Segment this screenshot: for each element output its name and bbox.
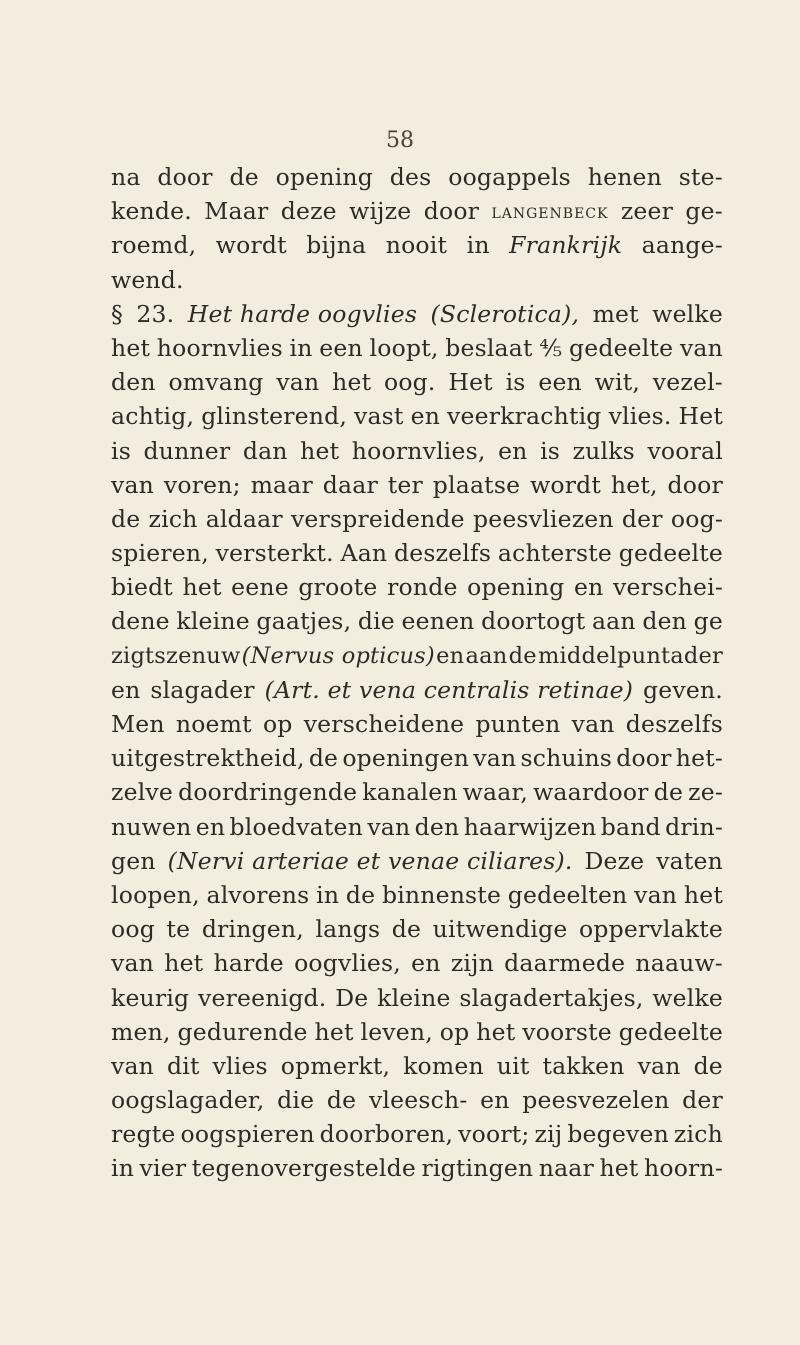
text-line [111, 1117, 723, 1151]
word: Men [111, 710, 165, 738]
page-number: 58 [386, 128, 414, 153]
word: oog. [383, 368, 436, 397]
word: het [111, 333, 151, 362]
text-line [111, 399, 723, 433]
word: de [111, 504, 141, 533]
word: dunner [143, 436, 231, 465]
word: slagader [150, 675, 255, 704]
word: langs [315, 915, 381, 944]
word: hoornvlies, [351, 436, 486, 465]
word: in [289, 333, 313, 362]
word: en [498, 436, 528, 465]
word: oppervlakte [578, 915, 723, 944]
word: biedt [111, 573, 173, 602]
word: de [653, 778, 684, 807]
word: en [410, 402, 441, 431]
word: den [414, 812, 460, 841]
word: met [592, 299, 639, 328]
word: voren; [163, 470, 241, 499]
word: van [637, 1051, 681, 1080]
word: men, [111, 1017, 171, 1046]
word: is [540, 436, 561, 465]
word: vezel- [652, 368, 723, 397]
word: 23. [136, 299, 175, 328]
text-line [111, 741, 723, 775]
word: dan [242, 436, 288, 465]
word: gedeelte [618, 1017, 723, 1046]
word: vier [139, 1154, 187, 1183]
word: loopen, [111, 880, 200, 909]
text-line [111, 810, 723, 844]
text-line [111, 536, 723, 570]
word: Aan [340, 539, 388, 568]
word: rigtingen [421, 1154, 534, 1183]
word: ronde [387, 573, 458, 602]
word: haarwijzen [463, 812, 597, 841]
word: deze [280, 197, 337, 226]
word: beslaat [445, 333, 533, 362]
word: dit [166, 1051, 200, 1080]
word: Maar [204, 197, 269, 226]
word: de [508, 642, 537, 669]
word: hoorn- [644, 1154, 723, 1183]
word: van [367, 812, 411, 841]
word: die [357, 607, 395, 636]
word: omvang [168, 368, 264, 397]
word: keurig [111, 983, 190, 1012]
text-line [111, 570, 723, 604]
word: oog- [670, 504, 723, 533]
word: daar [322, 470, 378, 499]
text-line [111, 297, 723, 331]
word: oogappels [448, 163, 571, 191]
word: door [157, 163, 213, 191]
word: den [642, 607, 688, 636]
word: verscheidene [303, 710, 465, 738]
word: band [600, 812, 661, 841]
word: Het harde oogvlies [187, 299, 418, 328]
text-line [111, 844, 723, 878]
word: aange- [641, 231, 723, 260]
word: de [345, 880, 376, 909]
word: van [634, 880, 678, 909]
text-line [111, 331, 723, 365]
word: wordt [215, 231, 287, 260]
word: (Nervi arteriae et venae ciliares). [167, 846, 573, 875]
word: waar, [462, 778, 528, 807]
word: langenbeck [491, 199, 609, 224]
word: ⅘ [539, 333, 563, 362]
text-line [111, 878, 723, 912]
word: der [682, 1086, 723, 1115]
text-line [111, 604, 723, 638]
word: en [111, 675, 141, 704]
word: eenen [401, 607, 475, 636]
text-line [111, 160, 723, 194]
word: het, [610, 470, 658, 499]
word: op [262, 710, 293, 738]
word: opmerkt, [280, 1051, 391, 1080]
word: Het [678, 402, 723, 431]
word: kanalen [362, 778, 458, 807]
word: uitwendige [432, 915, 568, 944]
word: in [316, 880, 340, 909]
word: wend. [111, 265, 184, 294]
word: ter [387, 470, 423, 499]
word: zigtszenuw [111, 642, 241, 669]
word: drin- [665, 812, 723, 841]
word: binnenste [381, 880, 502, 909]
word: middelpuntader [537, 642, 723, 669]
word: geven. [643, 675, 723, 704]
word: versterkt. [215, 539, 334, 568]
word: zich [148, 504, 198, 533]
word: en [574, 573, 604, 602]
word: henen [587, 163, 662, 191]
word: vlies [212, 1051, 268, 1080]
word: die [277, 1086, 315, 1115]
text-line [111, 468, 723, 502]
word: opening [275, 163, 373, 191]
word: oogspieren [180, 1120, 315, 1149]
word: § [111, 299, 123, 328]
word: gedeelte [568, 333, 674, 362]
word: doorboren, [319, 1120, 454, 1149]
word: en [195, 812, 226, 841]
word: het [599, 1154, 639, 1183]
word: maar [250, 470, 313, 499]
word: en [411, 949, 441, 978]
word: hoornvlies [156, 333, 283, 362]
word: het- [675, 744, 723, 773]
word: door [423, 197, 480, 226]
word: vlies. [608, 402, 672, 431]
word: kleine [176, 607, 250, 636]
word: het [182, 573, 222, 602]
word: een [319, 333, 363, 362]
word: takken [542, 1051, 625, 1080]
word: waardoor [533, 778, 649, 807]
word: vleesch- [368, 1086, 468, 1115]
word: groote [298, 573, 378, 602]
word: slagadertakjes, [459, 983, 644, 1012]
text-line [111, 707, 723, 741]
word: de [391, 915, 422, 944]
word: zijn [450, 949, 494, 978]
text-line [111, 434, 723, 468]
word: te [166, 915, 191, 944]
word: voort; [458, 1120, 530, 1149]
word: het [164, 949, 204, 978]
word: van [571, 710, 615, 738]
word: voorste [522, 1017, 612, 1046]
word: veerkrachtig [447, 402, 602, 431]
word: vooral [647, 436, 723, 465]
word: wijze [349, 197, 412, 226]
word: leven, [360, 1017, 433, 1046]
word: het [314, 1017, 354, 1046]
word: vereenigd. [198, 983, 327, 1012]
text-line [111, 1049, 723, 1083]
word: roemd, [111, 231, 197, 260]
word: gedeelte [618, 539, 723, 568]
word: welke [652, 983, 723, 1012]
word: van [473, 744, 517, 773]
text-line [111, 673, 723, 707]
word: De [335, 983, 369, 1012]
word: doortogt [481, 607, 586, 636]
word: loopt, [369, 333, 439, 362]
word: uit [496, 1051, 530, 1080]
word: zelve [111, 778, 173, 807]
word: van [111, 470, 155, 499]
word: door [616, 744, 672, 773]
text-line [111, 194, 723, 228]
word: verspreidende [290, 504, 465, 533]
word: gedurende [177, 1017, 308, 1046]
word: komen [403, 1051, 484, 1080]
word: plaatse [432, 470, 521, 499]
text-line [111, 912, 723, 946]
word: en [480, 1086, 510, 1115]
word: spieren, [111, 539, 209, 568]
word: peesvezelen [522, 1086, 670, 1115]
word: daarmede [504, 949, 626, 978]
word: Deze [584, 846, 645, 875]
word: zich [673, 1120, 723, 1149]
word: in [111, 1154, 135, 1183]
word: regte [111, 1120, 176, 1149]
word: doordringende [178, 778, 358, 807]
word: bloedvaten [229, 812, 363, 841]
word: wordt [530, 470, 602, 499]
word: zij [534, 1120, 563, 1149]
word: ze- [688, 778, 723, 807]
text-line [111, 639, 723, 673]
word: achterste [497, 539, 612, 568]
word: oogslagader, [111, 1086, 265, 1115]
word: schuins [520, 744, 613, 773]
text-line [111, 775, 723, 809]
word: gen [111, 846, 156, 875]
word: wit, [594, 368, 641, 397]
word: de [326, 1086, 357, 1115]
text-line [111, 1015, 723, 1049]
word: aan [591, 607, 636, 636]
word: de [693, 1051, 723, 1080]
word: zulks [572, 436, 635, 465]
word: verschei- [613, 573, 723, 602]
word: des [389, 163, 432, 191]
word: aan [465, 642, 508, 669]
word: is [111, 436, 131, 465]
word: Het [448, 368, 493, 397]
word: achtig, [111, 402, 195, 431]
word: gedeelten [507, 880, 628, 909]
word: deszelfs [625, 710, 723, 738]
text-line [111, 228, 723, 262]
word: de [308, 744, 339, 773]
word: aldaar [205, 504, 283, 533]
word: na [111, 163, 141, 191]
word: bijna [306, 231, 367, 260]
word: in [466, 231, 490, 260]
word: ste- [678, 163, 723, 191]
text-line [111, 263, 723, 297]
word: dene [111, 607, 170, 636]
word: vaten [656, 846, 723, 875]
word: openingen [342, 744, 470, 773]
word: het [476, 1017, 516, 1046]
word: ge [693, 607, 723, 636]
word: alvorens [206, 880, 310, 909]
word: (Art. et vena centralis retinae) [264, 675, 634, 704]
word: het [332, 368, 372, 397]
word: naar [538, 1154, 594, 1183]
text-line [111, 1083, 723, 1117]
word: dringen, [201, 915, 304, 944]
text-line [111, 1151, 723, 1185]
word: uitgestrektheid, [111, 744, 305, 773]
word: kleine [377, 983, 451, 1012]
word: begeven [567, 1120, 669, 1149]
word: harde [213, 949, 284, 978]
word: opening [467, 573, 565, 602]
word: welke [652, 299, 723, 328]
text-line [111, 502, 723, 536]
word: nuwen [111, 812, 192, 841]
word: Frankrijk [509, 231, 623, 260]
word: van [679, 333, 723, 362]
word: der [621, 504, 663, 533]
word: van [276, 368, 320, 397]
word: nooit [385, 231, 448, 260]
word: de [229, 163, 259, 191]
text-line [111, 365, 723, 399]
word: tegenovergestelde [191, 1154, 416, 1183]
word: den [111, 368, 156, 397]
text-line [111, 946, 723, 980]
word: glinsterend, [201, 402, 347, 431]
body-text [111, 160, 723, 1186]
word: (Sclerotica), [430, 299, 580, 328]
word: en [436, 642, 465, 669]
word: kende. [111, 197, 192, 226]
word: gaatjes, [256, 607, 352, 636]
word: peesvliezen [472, 504, 614, 533]
word: punten [475, 710, 561, 738]
word: naauw- [635, 949, 723, 978]
word: zeer [620, 197, 674, 226]
word: is [505, 368, 526, 397]
word: van [111, 949, 155, 978]
word: op [439, 1017, 470, 1046]
text-line [111, 981, 723, 1015]
word: van [111, 1051, 155, 1080]
word: (Nervus opticus) [241, 642, 435, 669]
word: eene [231, 573, 289, 602]
word: deszelfs [393, 539, 492, 568]
word: het [683, 880, 723, 909]
word: oogvlies, [294, 949, 401, 978]
word: oog [111, 915, 155, 944]
word: een [538, 368, 582, 397]
word: het [300, 436, 340, 465]
word: door [667, 470, 723, 499]
word: vast [354, 402, 404, 431]
word: ge- [685, 197, 723, 226]
word: noemt [175, 710, 252, 738]
